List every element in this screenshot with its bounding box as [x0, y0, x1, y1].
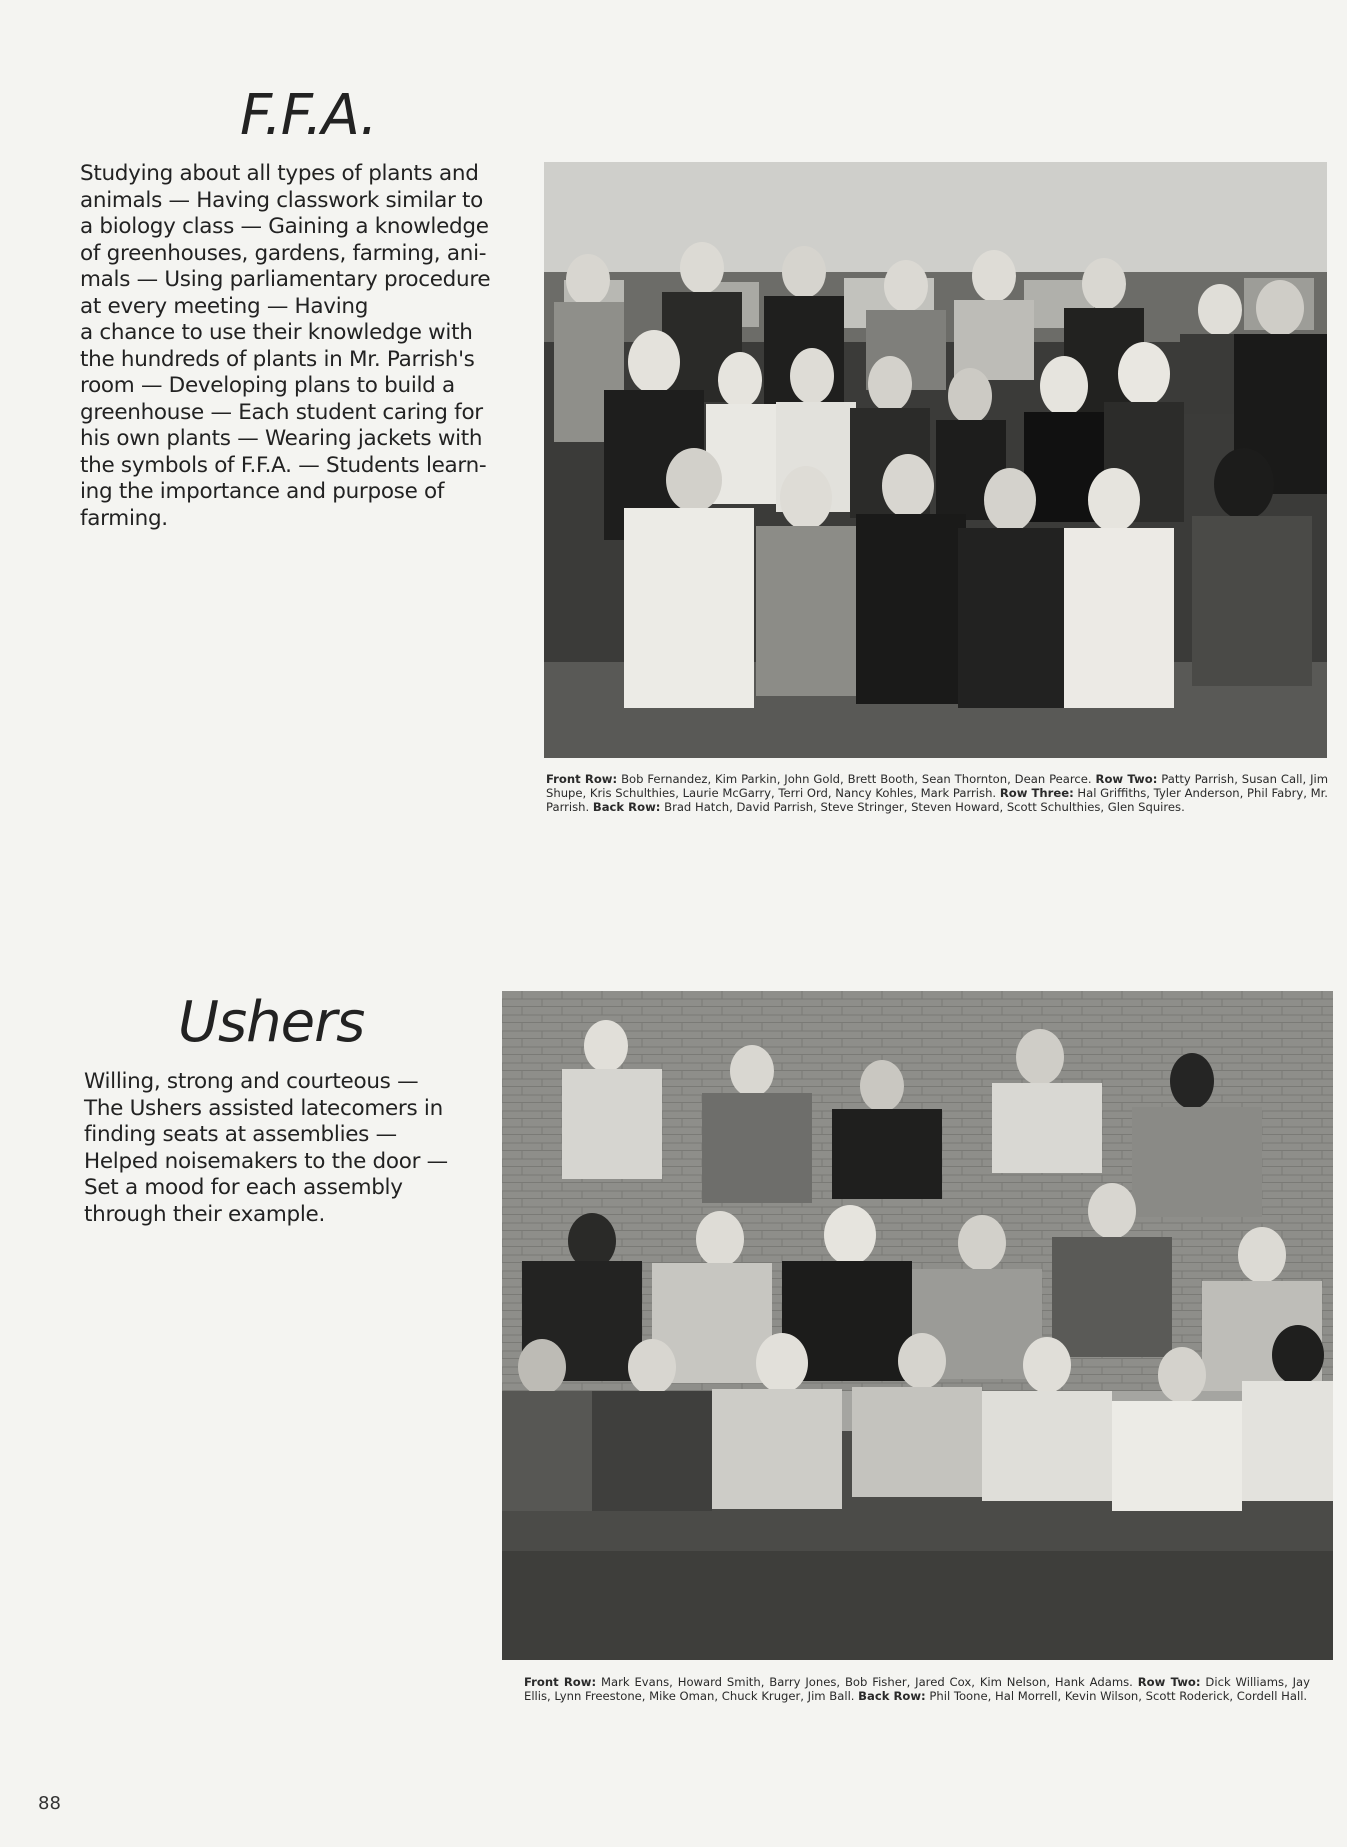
ushers-caption-front-row: Mark Evans, Howard Smith, Barry Jones, Bob Fisher, Jared Cox, Kim Nelson, Hank Adams.: [601, 1675, 1133, 1689]
ffa-description-line: mals — Using parliamentary procedure: [80, 267, 491, 292]
ffa-description-line: his own plants — Wearing jackets with: [80, 426, 483, 451]
ffa-caption-row-three-label: Row Three:: [999, 786, 1074, 800]
ffa-description-line: ing the importance and purpose of: [80, 479, 445, 504]
ushers-description-line: through their example.: [84, 1201, 326, 1227]
ushers-group-photo-illustration: [502, 991, 1333, 1660]
ushers-description: [84, 1069, 448, 1228]
ffa-description: [80, 161, 490, 532]
ffa-description-line: room — Developing plans to build a: [80, 373, 455, 398]
ushers-description-line: Set a mood for each assembly: [84, 1175, 403, 1200]
ffa-description-line: the hundreds of plants in Mr. Parrish's: [80, 346, 475, 372]
page-number: 88: [38, 1793, 61, 1814]
ffa-description-line: greenhouse — Each student caring for: [80, 399, 483, 425]
ushers-description-line: The Ushers assisted latecomers in: [84, 1095, 443, 1121]
ffa-group-photo: [544, 162, 1327, 758]
ushers-caption-row-two-label: Row Two:: [1137, 1675, 1201, 1689]
ffa-caption-front-row-label: Front Row:: [546, 772, 618, 786]
ffa-title: F.F.A.: [240, 83, 377, 148]
ffa-description-line: Studying about all types of plants and: [80, 161, 479, 186]
ffa-caption-row-two: Patty Parrish, Susan Call, Jim Shupe, Kris Schulthies, Laurie McGarry, Terri Ord, Nancy Kohles, Mark Parrish.: [546, 772, 1329, 800]
ffa-description-line: a biology class — Gaining a knowledge: [80, 214, 489, 239]
ushers-description-line: finding seats at assemblies —: [84, 1122, 397, 1147]
ushers-title: Ushers: [178, 990, 365, 1055]
ushers-description-line: Willing, strong and courteous —: [84, 1069, 419, 1094]
ushers-caption-back-row: Phil Toone, Hal Morrell, Kevin Wilson, Scott Roderick, Cordell Hall.: [929, 1689, 1308, 1703]
ffa-description-line: animals — Having classwork similar to: [80, 187, 484, 213]
ffa-caption-front-row: Bob Fernandez, Kim Parkin, John Gold, Brett Booth, Sean Thornton, Dean Pearce.: [621, 772, 1092, 786]
ffa-caption-row-two-label: Row Two:: [1095, 772, 1158, 786]
ffa-description-line: the symbols of F.F.A. — Students learn-: [80, 452, 487, 478]
ushers-caption-front-row-label: Front Row:: [524, 1675, 597, 1689]
ffa-description-line: of greenhouses, gardens, farming, ani-: [80, 240, 487, 266]
ushers-caption-back-row-label: Back Row:: [858, 1689, 926, 1703]
ffa-description-line: a chance to use their knowledge with: [80, 320, 473, 345]
ushers-caption: [524, 1675, 1310, 1703]
ffa-caption-back-row-label: Back Row:: [592, 800, 661, 814]
ushers-description-line: Helped noisemakers to the door —: [84, 1148, 448, 1174]
ffa-caption: [546, 772, 1328, 814]
ffa-caption-row-three: Hal Griffiths, Tyler Anderson, Phil Fabry, Mr. Parrish.: [546, 786, 1328, 814]
ushers-caption-row-two: Dick Williams, Jay Ellis, Lynn Freestone, Mike Oman, Chuck Kruger, Jim Ball.: [524, 1675, 1311, 1703]
ffa-description-line: at every meeting — Having: [80, 293, 369, 319]
ffa-caption-back-row: Brad Hatch, David Parrish, Steve Stringer, Steven Howard, Scott Schulthies, Glen Squires.: [664, 800, 1185, 814]
ushers-group-photo: [502, 991, 1333, 1660]
ffa-description-line: farming.: [80, 505, 168, 531]
ffa-group-photo-illustration: [544, 162, 1327, 758]
